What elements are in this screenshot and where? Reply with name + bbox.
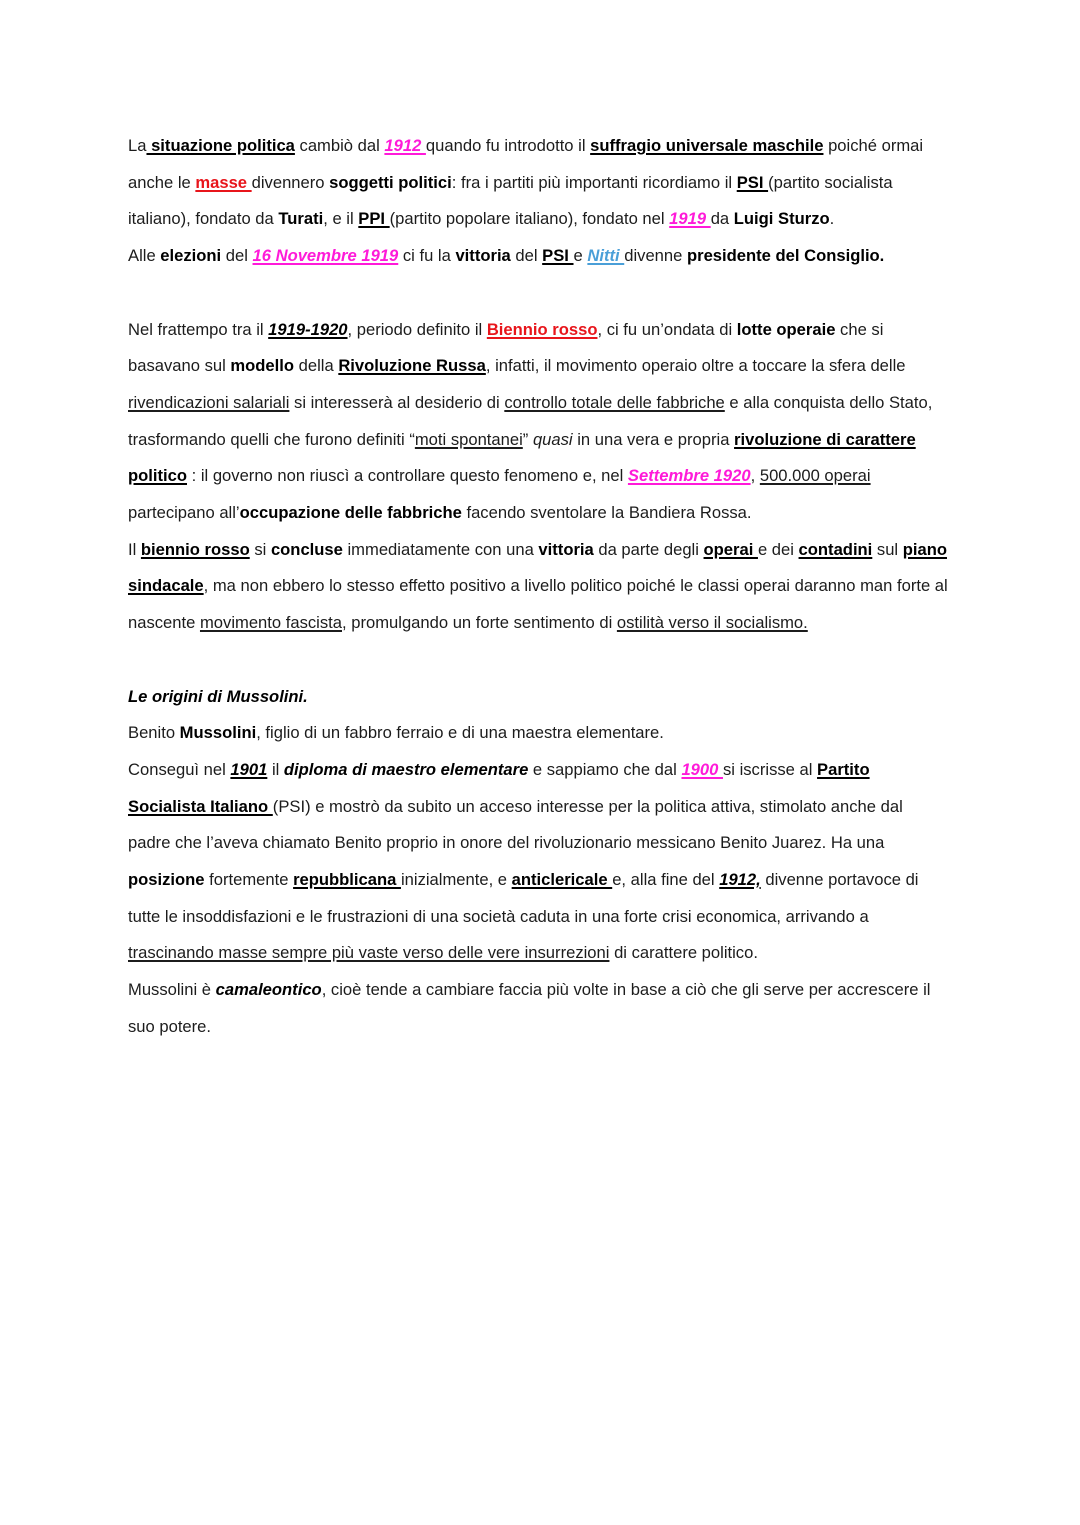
date-16-novembre-1919: 16 Novembre 1919: [252, 246, 399, 266]
term-ostilita-socialismo: ostilità verso il socialismo.: [616, 613, 808, 633]
term-ppi: PPI: [358, 209, 390, 229]
text: (PSI) e mostrò da subito un acceso interesse per la politica attiva, stimolato anche dal padre che l’aveva chiamato Benito proprio in onore del rivoluzionario messicano Benito Juarez. Ha una: [128, 796, 903, 853]
name-nitti: Nitti: [587, 246, 625, 266]
date-1912: 1912: [384, 136, 426, 155]
term-psi: PSI: [542, 246, 574, 266]
term-quasi: quasi: [532, 429, 573, 449]
term-contadini: contadini: [798, 539, 873, 559]
paragraph-biennio-rosso: [128, 312, 948, 532]
term-movimento-fascista: movimento fascista: [199, 613, 342, 633]
term-presidente-consiglio: presidente del Consiglio.: [686, 246, 885, 266]
date-1901: 1901: [230, 759, 268, 779]
term-biennio-rosso: Biennio rosso: [486, 319, 598, 339]
text: Benito: [128, 723, 180, 743]
text: il: [267, 759, 284, 779]
text: Mussolini è: [128, 980, 216, 1000]
text: cambiò dal: [294, 136, 385, 155]
text: La: [128, 136, 147, 155]
term-vittoria: vittoria: [538, 539, 594, 559]
name-turati: Turati: [278, 209, 324, 229]
term-camaleontico: camaleontico: [215, 980, 322, 1000]
text: poiché ormai anche le: [128, 136, 924, 192]
text: fortemente: [204, 870, 294, 890]
name-mussolini: Mussolini: [179, 723, 257, 743]
text: , ma non ebbero lo stesso effetto positivo a livello politico poiché le classi operai daranno man forte al nascente: [128, 576, 948, 633]
term-rivendicazioni-salariali: rivendicazioni salariali: [128, 392, 290, 412]
term-operai: operai: [703, 539, 758, 559]
text: del: [510, 246, 543, 266]
text: (partito popolare italiano), fondato nel: [389, 209, 670, 229]
text: da: [710, 209, 734, 229]
text: : il governo non riuscì a controllare questo fenomeno e, nel: [187, 466, 628, 486]
date-settembre-1920: Settembre 1920: [627, 466, 751, 486]
term-vittoria: vittoria: [455, 246, 511, 266]
text: e alla conquista dello Stato, trasformando quelli che furono definiti “: [128, 392, 933, 449]
text: , cioè tende a cambiare faccia più volte in base a ciò che gli serve per accrescere il suo potere.: [128, 980, 931, 1036]
paragraph-elezioni: [128, 238, 948, 275]
term-situazione-politica: situazione politica: [146, 136, 295, 155]
text: e dei: [757, 539, 799, 559]
text: : fra i partiti più importanti ricordiamo il: [451, 172, 737, 192]
term-controllo-fabbriche: controllo totale delle fabbriche: [504, 392, 725, 412]
term-elezioni: elezioni: [160, 246, 222, 266]
text: ”: [522, 429, 533, 449]
term-piano-sindacale: piano sindacale: [128, 539, 947, 596]
text: sul: [872, 539, 903, 559]
text: divenne portavoce di tutte le insoddisfazioni e le frustrazioni di una società caduta in una forte crisi economica, arrivando a: [128, 870, 919, 926]
term-modello: modello: [230, 356, 295, 376]
text: , infatti, il movimento operaio oltre a toccare la sfera delle: [485, 356, 906, 376]
term-diploma-maestro: diploma di maestro elementare: [283, 759, 529, 779]
term-rivoluzione-politico: rivoluzione di carattere politico: [128, 429, 916, 486]
text: ,: [750, 466, 760, 486]
text: ci fu la: [398, 246, 456, 266]
term-500000-operai: 500.000 operai: [759, 466, 871, 486]
text: .: [829, 209, 835, 229]
date-1900: 1900: [681, 759, 723, 779]
date-1919-1920: 1919-1920: [268, 319, 348, 339]
text: divenne: [624, 246, 687, 266]
text: che si basavano sul: [128, 319, 884, 376]
text: (partito socialista italiano), fondato da: [128, 172, 893, 229]
paragraph-fine-biennio: [128, 532, 948, 642]
text: si interesserà al desiderio di: [289, 392, 505, 412]
text: facendo sventolare la Bandiera Rossa.: [461, 503, 752, 523]
text: si: [249, 539, 271, 559]
term-anticlericale: anticlericale: [511, 870, 613, 890]
term-occupazione-fabbriche: occupazione delle fabbriche: [239, 503, 462, 523]
text: si iscrisse al: [722, 759, 818, 779]
text: e, alla fine del: [612, 870, 720, 890]
term-rivoluzione-russa: Rivoluzione Russa: [338, 356, 486, 376]
term-psi: PSI: [736, 172, 769, 192]
text: quando fu introdotto il: [425, 136, 591, 155]
paragraph-mussolini-carriera: [128, 752, 948, 972]
term-insurrezioni: trascinando masse sempre più vaste verso delle vere insurrezioni: [128, 943, 610, 963]
text: partecipano all’: [128, 503, 240, 523]
text: , ci fu un’ondata di: [597, 319, 737, 339]
text: divennero: [251, 172, 330, 192]
term-biennio-rosso: biennio rosso: [140, 539, 250, 559]
term-partito-socialista: Partito Socialista Italiano: [128, 759, 870, 816]
text: , figlio di un fabbro ferraio e di una maestra elementare.: [256, 723, 664, 743]
term-masse: masse: [195, 172, 252, 192]
text: della: [294, 356, 339, 376]
section-heading: Le origini di Mussolini.: [128, 686, 308, 706]
spacer: [128, 642, 948, 679]
text: Nel frattempo tra il: [128, 319, 269, 339]
text: Alle: [128, 246, 161, 266]
spacer: [128, 275, 948, 312]
term-concluse: concluse: [270, 539, 343, 559]
paragraph-mussolini-intro: [128, 715, 948, 752]
paragraph-camaleontico: [128, 972, 948, 1045]
term-posizione: posizione: [128, 870, 205, 890]
term-repubblicana: repubblicana: [293, 870, 401, 890]
document-page: [128, 128, 948, 1046]
date-1912: 1912,: [719, 870, 761, 890]
text: in una vera e propria: [572, 429, 735, 449]
text: , promulgando un forte sentimento di: [342, 613, 617, 633]
term-soggetti-politici: soggetti politici: [329, 172, 452, 192]
paragraph-situazione-politica: [128, 128, 948, 238]
term-suffragio-universale: suffragio universale maschile: [590, 136, 824, 155]
text: e sappiamo che dal: [528, 759, 682, 779]
text: del: [221, 246, 253, 266]
date-1919: 1919: [669, 209, 711, 229]
text: immediatamente con una: [342, 539, 539, 559]
text: Conseguì nel: [128, 759, 231, 779]
text: e: [573, 246, 588, 266]
text: da parte degli: [593, 539, 704, 559]
text: Il: [128, 539, 141, 559]
text: inizialmente, e: [400, 870, 512, 890]
text: , periodo definito il: [347, 319, 487, 339]
name-luigi-sturzo: Luigi Sturzo: [733, 209, 830, 229]
text: , e il: [323, 209, 359, 229]
term-lotte-operaie: lotte operaie: [736, 319, 836, 339]
term-moti-spontanei: moti spontanei: [414, 429, 523, 449]
text: di carattere politico.: [609, 943, 758, 963]
